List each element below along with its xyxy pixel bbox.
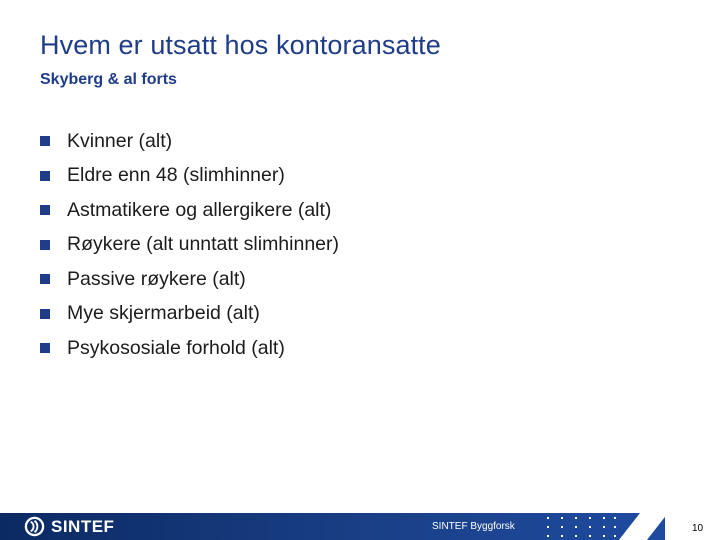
square-bullet-icon	[40, 309, 50, 319]
bullet-item	[40, 193, 339, 228]
org-name: SINTEF Byggforsk	[432, 521, 515, 532]
bullet-item	[40, 297, 339, 332]
slide-title: Hvem er utsatt hos kontoransatte	[40, 30, 441, 60]
bullet-text: Eldre enn 48 (slimhinner)	[67, 164, 285, 187]
bullet-text: Mye skjermarbeid (alt)	[67, 302, 260, 325]
bullet-text: Passive røykere (alt)	[67, 267, 246, 290]
bullet-text: Astmatikere og allergikere (alt)	[67, 198, 332, 221]
bullet-text: Kvinner (alt)	[67, 129, 173, 152]
bullet-item	[40, 159, 339, 194]
logo-text: SINTEF	[51, 516, 115, 536]
decorative-dots	[544, 515, 624, 539]
square-bullet-icon	[40, 274, 50, 284]
sintef-logo-icon	[24, 516, 45, 537]
bullet-item	[40, 228, 339, 263]
sintef-logo	[24, 516, 114, 537]
square-bullet-icon	[40, 205, 50, 215]
bullet-item	[40, 262, 339, 297]
slide-subtitle: Skyberg & al forts	[40, 71, 177, 88]
square-bullet-icon	[40, 136, 50, 146]
bullet-list	[40, 124, 339, 366]
page-number: 10	[692, 523, 704, 534]
square-bullet-icon	[40, 240, 50, 250]
bullet-item	[40, 124, 339, 159]
bullet-text: Psykososiale forhold (alt)	[67, 336, 285, 359]
bullet-text: Røykere (alt unntatt slimhinner)	[67, 233, 340, 256]
bullet-item	[40, 331, 339, 366]
square-bullet-icon	[40, 171, 50, 181]
square-bullet-icon	[40, 343, 50, 353]
